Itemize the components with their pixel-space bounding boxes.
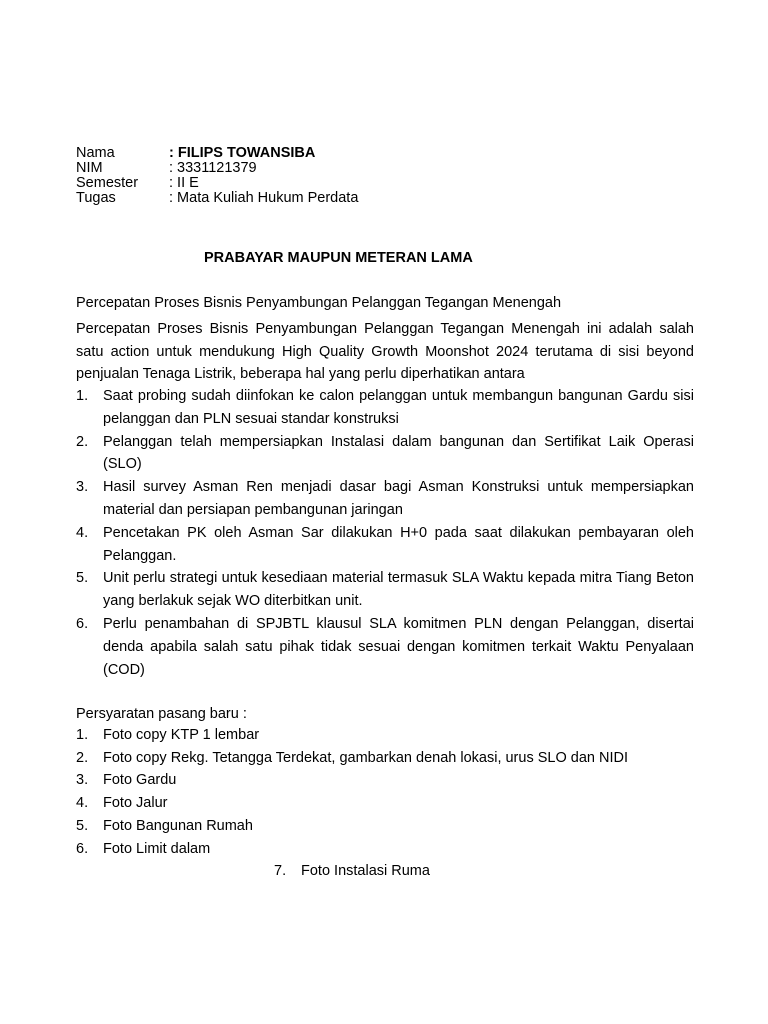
list-number: 2. bbox=[76, 433, 89, 450]
intro-section bbox=[76, 294, 694, 386]
info-row-nim bbox=[76, 161, 358, 176]
info-row-name bbox=[76, 146, 358, 161]
list-text: Hasil survey Asman Ren menjadi dasar bagi Asman Konstruksi untuk mempersiapkan material dan persiapan pembangunan jaringan bbox=[103, 479, 694, 518]
list-item bbox=[76, 792, 694, 815]
info-value: : FILIPS TOWANSIBA bbox=[169, 145, 316, 161]
list-number: 6. bbox=[76, 840, 89, 857]
list-item-misaligned bbox=[274, 860, 430, 882]
list-number: 3. bbox=[76, 479, 89, 496]
list-item bbox=[76, 431, 694, 477]
list-item bbox=[76, 769, 694, 792]
list-text: Pelanggan telah mempersiapkan Instalasi dalam bangunan dan Sertifikat Laik Operasi (SLO) bbox=[103, 433, 694, 473]
info-row-tugas bbox=[76, 191, 358, 206]
list-number: 7. bbox=[274, 863, 287, 879]
list-number: 1. bbox=[76, 727, 89, 743]
list-text: Foto Gardu bbox=[103, 772, 177, 789]
info-value: : 3331121379 bbox=[169, 160, 257, 176]
document-title: PRABAYAR MAUPUN METERAN LAMA bbox=[204, 250, 473, 266]
info-label: Semester bbox=[76, 175, 139, 191]
list-text: Pencetakan PK oleh Asman Sar dilakukan H+0 pada saat dilakukan pembayaran oleh Pelanggan. bbox=[103, 524, 694, 564]
list-text: Foto copy KTP 1 lembar bbox=[103, 727, 260, 743]
info-value: : II E bbox=[169, 175, 199, 191]
list-item bbox=[76, 747, 694, 770]
intro-heading: Percepatan Proses Bisnis Penyambungan Pelanggan Tegangan Menengah bbox=[76, 295, 562, 311]
requirements-heading: Persyaratan pasang baru : bbox=[76, 706, 247, 722]
requirements-list bbox=[76, 724, 694, 860]
list-text: Foto Limit dalam bbox=[103, 840, 211, 857]
list-number: 2. bbox=[76, 749, 89, 766]
list-text: Saat probing sudah diinfokan ke calon pelanggan untuk membangun bangunan Gardu sisi pelanggan dan PLN sesuai standar konstruksi bbox=[103, 388, 694, 427]
info-value: : Mata Kuliah Hukum Perdata bbox=[169, 190, 359, 206]
list-text: Foto Instalasi Ruma bbox=[301, 863, 430, 879]
list-number: 3. bbox=[76, 772, 89, 789]
list-item bbox=[76, 724, 694, 747]
list-text: Foto copy Rekg. Tetangga Terdekat, gambarkan denah lokasi, urus SLO dan NIDI bbox=[103, 749, 628, 766]
points-list bbox=[76, 385, 694, 681]
list-item bbox=[76, 522, 694, 568]
list-number: 4. bbox=[76, 795, 89, 812]
list-number: 4. bbox=[76, 524, 89, 541]
list-number: 5. bbox=[76, 570, 89, 587]
list-text: Perlu penambahan di SPJBTL klausul SLA komitmen PLN dengan Pelanggan, disertai denda apabila salah satu pihak tidak sesuai dengan komitmen terkait Waktu Penyalaan (COD) bbox=[103, 615, 694, 678]
list-text: Foto Jalur bbox=[103, 795, 168, 812]
list-number: 1. bbox=[76, 388, 89, 404]
list-text: Foto Bangunan Rumah bbox=[103, 817, 253, 834]
list-text: Unit perlu strategi untuk kesediaan material termasuk SLA Waktu kepada mitra Tiang Beton yang berlakuk sejak WO diterbitkan unit. bbox=[103, 570, 694, 610]
info-row-semester bbox=[76, 176, 358, 191]
info-label: Nama bbox=[76, 145, 115, 161]
list-number: 6. bbox=[76, 615, 89, 632]
list-number: 5. bbox=[76, 817, 89, 834]
info-label: NIM bbox=[76, 160, 103, 176]
list-item bbox=[76, 838, 694, 861]
info-label: Tugas bbox=[76, 190, 116, 206]
student-info bbox=[76, 146, 358, 206]
list-item bbox=[76, 385, 694, 431]
list-item bbox=[76, 567, 694, 613]
list-item bbox=[76, 613, 694, 681]
intro-paragraph: Percepatan Proses Bisnis Penyambungan Pelanggan Tegangan Menengah ini adalah salah satu action untuk mendukung High Quality Growth Moonshot 2024 terutama di sisi beyond penjualan Tenaga Listrik, beberapa hal yang perlu diperhatikan antara bbox=[76, 321, 694, 382]
list-item bbox=[76, 476, 694, 522]
list-item bbox=[76, 815, 694, 838]
